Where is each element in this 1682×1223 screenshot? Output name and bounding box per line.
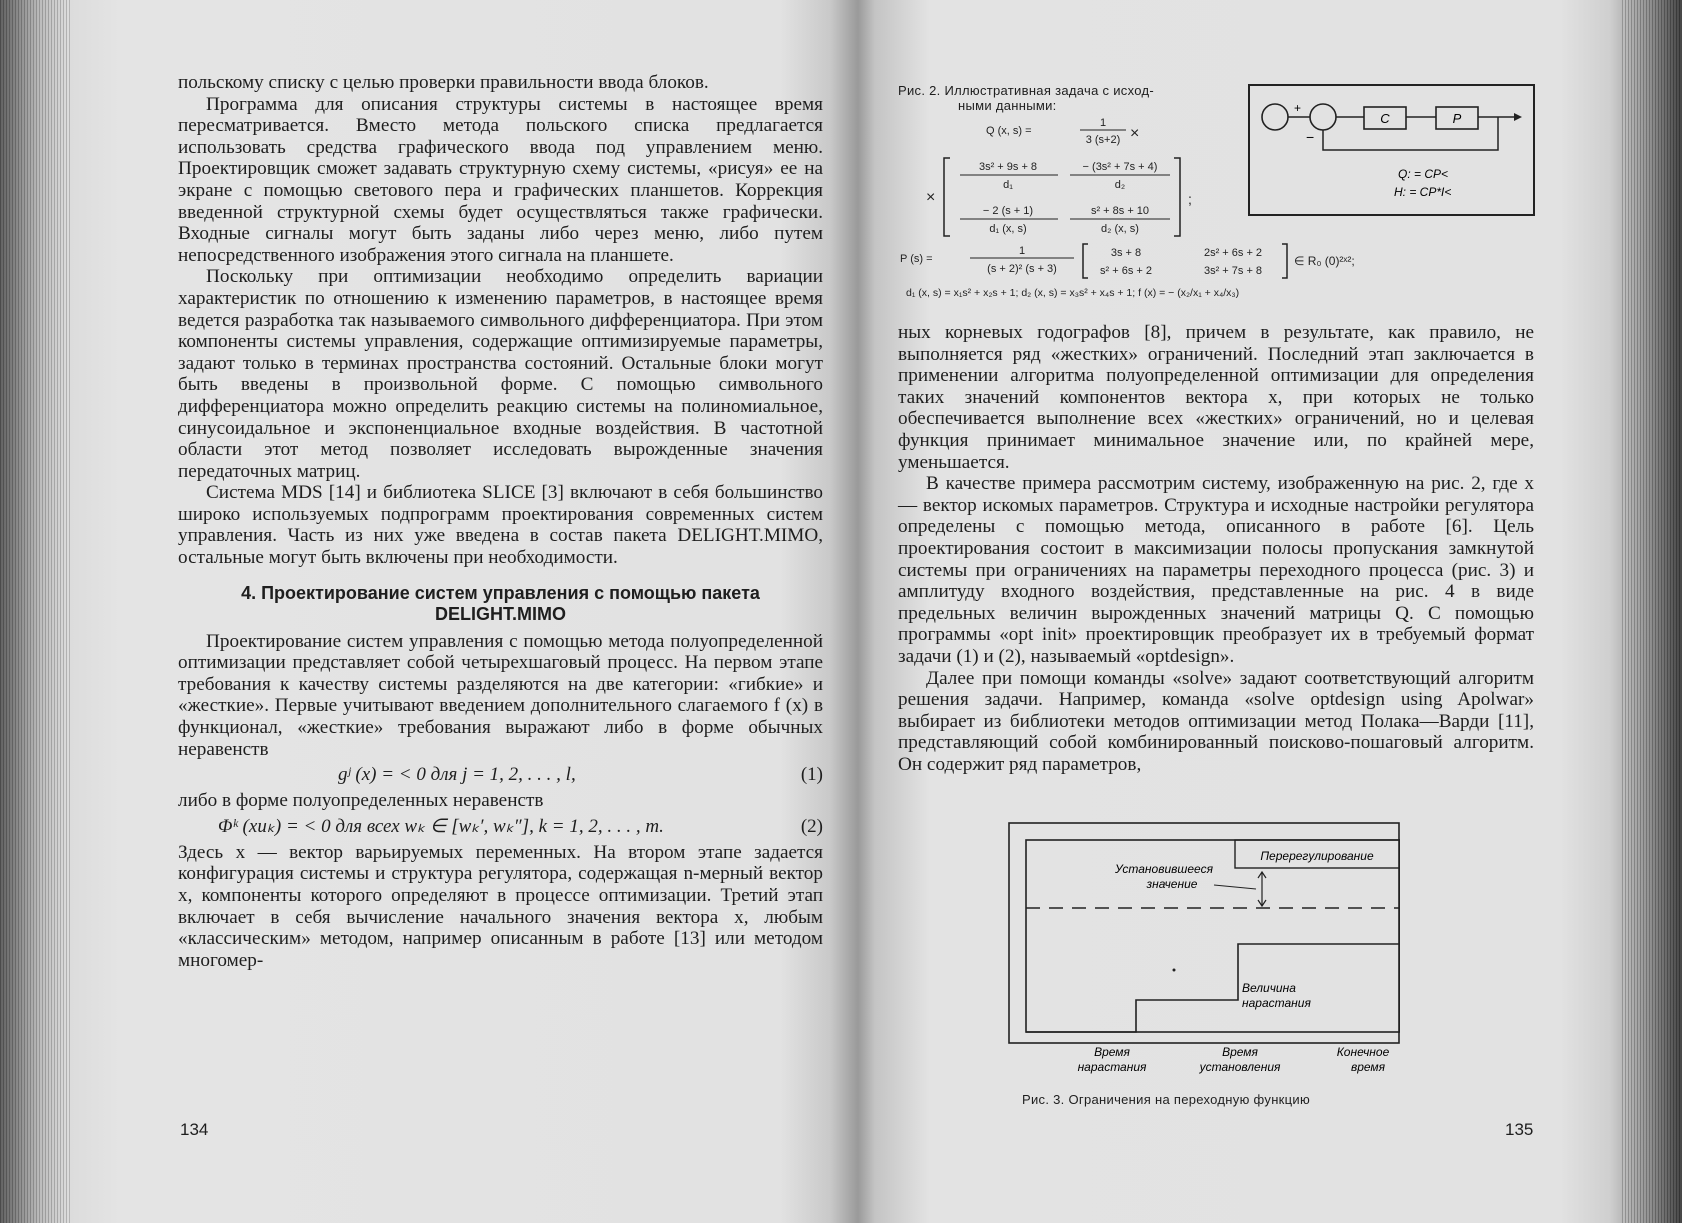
svg-text:установления: установления (1199, 1060, 1281, 1074)
svg-text:×: × (1130, 125, 1140, 142)
svg-text:∈ R₀ (0)²ˣ²;: ∈ R₀ (0)²ˣ²; (1294, 254, 1355, 268)
figure-3-step-response-constraints (1008, 822, 1400, 1082)
svg-text:− 2 (s + 1): − 2 (s + 1) (982, 205, 1034, 217)
svg-text:d₂ (x, s): d₂ (x, s) (1101, 223, 1139, 235)
svg-text:нарастания: нарастания (1242, 996, 1311, 1010)
svg-text:d₁ (x, s): d₁ (x, s) (989, 223, 1027, 235)
paragraph: Здесь x — вектор варьируемых переменных. На втором этапе задается конфигурация системы и структура регулятора, содержащая n-мерный вектор x, компоненты которого определяют в процессе оптимизации. Третий этап включает в себя вычисление начального значения вектора x, любым «классическим» методом, например описанным в работе [13] или методом многомер- (178, 841, 823, 971)
formula-1: gʲ (x) = < 0 для j = 1, 2, . . . , l, (1) (338, 764, 823, 786)
sum-circle (1310, 104, 1336, 130)
page-number: 135 (1505, 1120, 1534, 1139)
figure-3-caption: Рис. 3. Ограничения на переходную функцию (1022, 1092, 1311, 1107)
svg-text:Q: = CP<: Q: = CP< (1398, 167, 1449, 181)
svg-text:(s + 2)² (s + 3): (s + 2)² (s + 3) (987, 263, 1057, 275)
paragraph: Система MDS [14] и библиотека SLICE [3] включают в себя большинство широко используемых подпрограмм проектирования современных систем управления. Часть из них уже введена в состав пакета DELIGHT.MIMO, остальные могут быть включены при необходимости. (178, 482, 823, 569)
section-heading: 4. Проектирование систем управления с помощью пакета DELIGHT.MIMO (241, 582, 760, 624)
svg-text:P: P (1452, 111, 1462, 126)
svg-text:Установившееся: Установившееся (1114, 862, 1214, 876)
svg-text:d₁ (x, s) = x₁s² + x₂s + 1; d: d₁ (x, s) = x₁s² + x₂s + 1; d₂ (x, s) = x₃s² + x₄s + 1; f (x) = − (x₂/x₁ + x₄/x₃) (906, 287, 1240, 299)
svg-text:3 (s+2): 3 (s+2) (1085, 134, 1121, 146)
svg-text:d₁: d₁ (1003, 179, 1013, 191)
svg-text:Время: Время (1222, 1045, 1258, 1059)
paragraph: Программа для описания структуры системы в настоящее время пересматривается. Вместо метода польского списка предлагается использовать средства графического ввода под управлением меню. Проектировщик сможет задавать структурную схему системы, «рисуя» ее на экране с помощью светового пера и графических планшетов. Коррекция введенной структурной схемы будет осуществляться также графически. Входные сигналы могут быть заданы либо через меню, либо путем непосредственного изображения этого сигнала на планшете. (178, 93, 823, 266)
formula-2: Φᵏ (xuₖ) = < 0 для всех wₖ ∈ [wₖ′, wₖ″], k = 1, 2, . . . , m. (2) (218, 815, 823, 837)
paragraph: Проектирование систем управления с помощью метода полуопределенной оптимизации представляет собой четырехшаговый процесс. На первом этапе требования к качеству системы разделяются на две категории: «гибкие» и «жесткие». Первые учитывают введением дополнительного слагаемого f (x) в функционал, «жесткие» требования выражают либо в форме обычных неравенств (178, 630, 823, 760)
q-label: Q (x, s) = (986, 125, 1032, 137)
svg-text:s² + 6s + 2: s² + 6s + 2 (1100, 265, 1152, 277)
paragraph: ных корневых годографов [8], причем в результате, как правило, не выполняется ряд «жестких» ограничений. Последний этап заключается в применении алгоритма полуопределенной оптимизации для определения таких значений компонентов вектора x, при которых не только обеспечивается выполнение всех «жестких» ограничений, но и целевая функция принимает минимальное значение или, по крайней мере, уменьшается. (898, 322, 1534, 473)
svg-text:3s² + 7s + 8: 3s² + 7s + 8 (1203, 265, 1263, 277)
svg-text:s² + 8s + 10: s² + 8s + 10 (1090, 205, 1150, 217)
svg-text:Время: Время (1094, 1045, 1130, 1059)
svg-text:H: = CP*I<: H: = CP*I< (1394, 185, 1452, 199)
paragraph: либо в форме полуопределенных неравенств (178, 790, 544, 812)
paragraph: В качестве примера рассмотрим систему, изображенную на рис. 2, где x — вектор искомых параметров. Структура и исходные настройки регулятора определены с помощью метода, описанного в работе [6]. Цель проектирования состоит в максимизации полосы пропускания замкнутой системы при ограничениях на параметры переходного процесса (рис. 3) и амплитуду входного воздействия, представленные на рис. 4 в виде предельных величин вырожденных значений матрицы Q. С помощью программы «opt init» проектировщик преобразует их в требуемый формат задачи (1) и (2), называемый «optdesign». (898, 473, 1534, 667)
page-edges-right (1622, 0, 1682, 1223)
svg-text:1: 1 (1099, 117, 1107, 129)
svg-text:P (s) =: P (s) = (900, 253, 933, 265)
svg-text:время: время (1350, 1060, 1386, 1074)
svg-text:+: + (1294, 101, 1302, 115)
page-number: 134 (180, 1120, 209, 1139)
figure-2-caption: Рис. 2. Иллюстративная задача с исход- ными данными: (898, 83, 1155, 113)
svg-text:Конечное: Конечное (1336, 1045, 1390, 1059)
block-diagram (1248, 84, 1535, 216)
paragraph: Поскольку при оптимизации необходимо определить вариации характеристик по отношению к изменению параметров, в настоящее время ведется разработка так называемого символьного дифференциатора. При этом компоненты системы управления, содержащие оптимизируемые параметры, задают только в терминах пространства состояний. Остальные блоки могут быть введены в произвольной форме. С помощью символьного дифференциатора можно определить реакцию системы на полиномиальное, синусоидальное и экспоненциальное входные воздействия. В частотной области этот метод позволяет исследовать вырожденные значения передаточных матриц. (178, 266, 823, 482)
svg-text:− (3s² + 7s + 4): − (3s² + 7s + 4) (1082, 161, 1158, 173)
svg-text:C: C (1380, 111, 1390, 126)
left-page (178, 72, 823, 971)
svg-text:;: ; (1188, 191, 1192, 207)
paragraph: польскому списку с целью проверки правильности ввода блоков. (178, 72, 709, 93)
svg-text:d₂: d₂ (1114, 179, 1126, 191)
svg-text:Перерегулирование: Перерегулирование (1260, 849, 1374, 863)
svg-text:3s + 8: 3s + 8 (1110, 247, 1142, 259)
svg-text:1: 1 (1018, 245, 1026, 257)
svg-text:2s² + 6s + 2: 2s² + 6s + 2 (1203, 247, 1263, 259)
right-page (898, 322, 1534, 775)
svg-text:×: × (926, 189, 936, 206)
svg-text:значение: значение (1146, 877, 1198, 891)
svg-text:3s² + 9s + 8: 3s² + 9s + 8 (978, 161, 1038, 173)
svg-text:−: − (1306, 129, 1315, 145)
svg-text:Величина: Величина (1242, 981, 1296, 995)
input-circle (1262, 104, 1288, 130)
paragraph: Далее при помощи команды «solve» задают соответствующий алгоритм решения задачи. Например, команда «solve optdesign using Apolwar» выбирает из библиотеки методов оптимизации метод Полака—Варди [11], представляющий собой комбинированный поисково-пошаговый алгоритм. Он содержит ряд параметров, (898, 667, 1534, 775)
page-edges-left (0, 0, 70, 1223)
svg-text:нарастания: нарастания (1077, 1060, 1147, 1074)
lower-bound (1026, 944, 1400, 1032)
